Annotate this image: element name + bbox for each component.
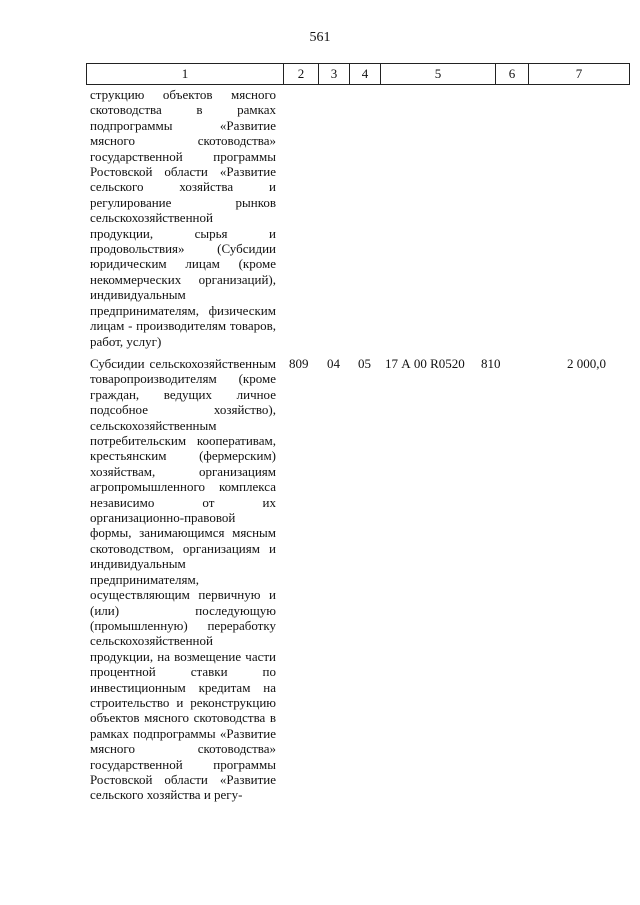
header-row <box>87 64 630 85</box>
row-2-col-3: 04 <box>327 356 340 371</box>
header-col-5: 5 <box>381 64 496 85</box>
row-2-description: Субсидии сельскохозяйственным товаропроизводителям (кроме граждан, ведущих личное подсобное хозяйство), сельскохозяйственным потребительским кооперативам, крестьянским (фермерским) хозяйствам, организациям агропромышленного комплекса независимо от их организационно-правовой формы, занимающимся мясным скотоводством, организациям и индивидуальным предпринимателям, осуществляющим первичную и (или) последующую (промышленную) переработку сельскохозяйственной продукции, на возмещение части процентной ставки по инвестиционным кредитам на строительство и реконструкцию объектов мясного скотоводства в рамках подпрограммы «Развитие мясного скотоводства» государственной программы Ростовской области «Развитие сельского хозяйства и регу- <box>90 356 276 803</box>
header-col-4: 4 <box>350 64 381 85</box>
row-1-description: струкцию объектов мясного скотоводства в рамках подпрограммы «Развитие мясного скотоводства» государственной программы Ростовской области «Развитие сельского хозяйства и регулирование рынков сельскохозяйственной продукции, сырья и продовольствия» (Субсидии юридическим лицам (кроме некоммерческих организаций), индивидуальным предпринимателям, физическим лицам - производителям товаров, работ, услуг) <box>90 87 276 349</box>
header-col-2: 2 <box>284 64 319 85</box>
row-2-col-2: 809 <box>289 356 309 371</box>
page-number: 561 <box>309 30 331 45</box>
row-2-col-4: 05 <box>358 356 371 371</box>
header-col-3: 3 <box>319 64 350 85</box>
header-col-7: 7 <box>529 64 630 85</box>
header-col-6: 6 <box>496 64 529 85</box>
header-col-1: 1 <box>87 64 284 85</box>
row-2-col-6: 810 <box>481 356 501 371</box>
table-header <box>86 63 630 85</box>
row-2-col-7: 2 000,0 <box>567 356 606 371</box>
row-2-col-5: 17 А 00 R0520 <box>385 356 465 371</box>
